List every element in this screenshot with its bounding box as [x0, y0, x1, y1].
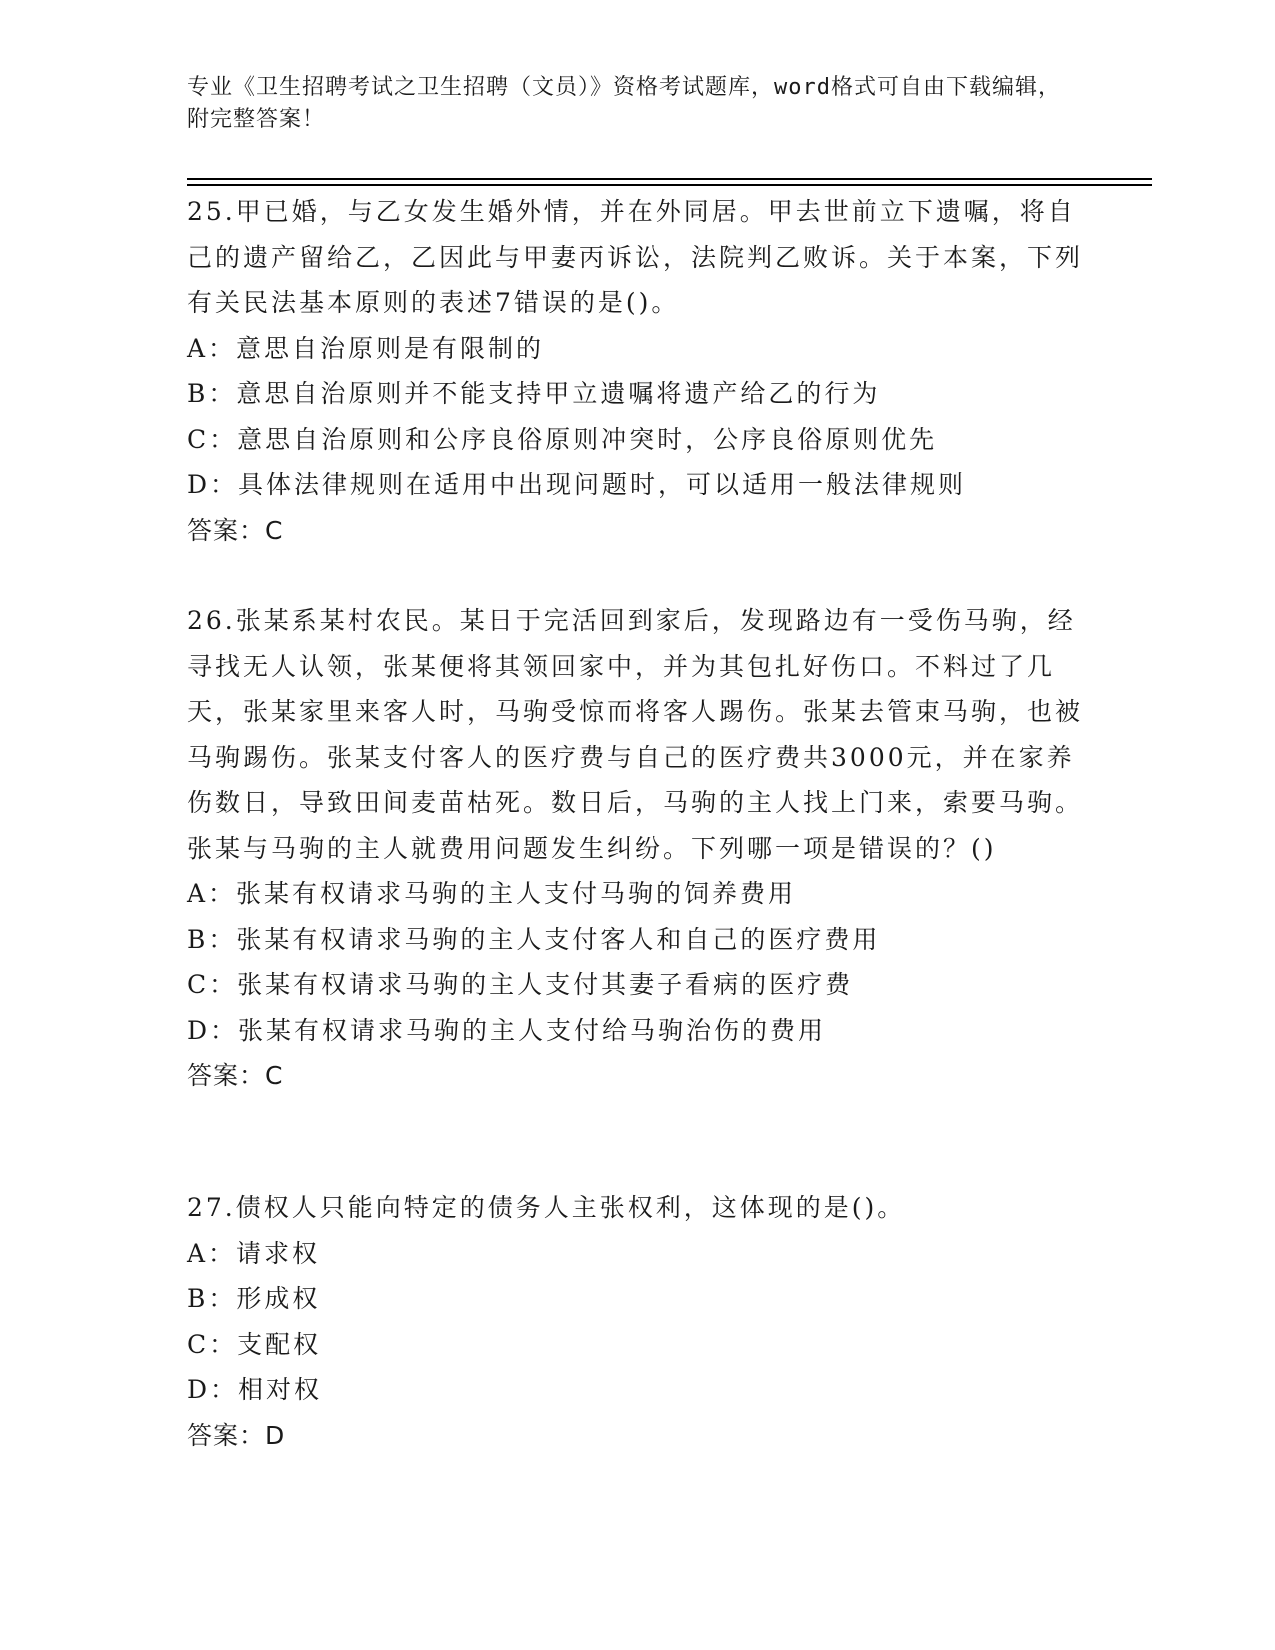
- option-a: A：张某有权请求马驹的主人支付马驹的饲养费用: [187, 879, 797, 908]
- question-27: [187, 1185, 1087, 1458]
- option-b: B：形成权: [187, 1284, 321, 1313]
- answer-label: 答案：C: [187, 1061, 284, 1090]
- option-c: C：支配权: [187, 1329, 322, 1359]
- option-a: A：请求权: [187, 1238, 321, 1268]
- option-b: B：意思自治原则并不能支持甲立遗嘱将遗产给乙的行为: [187, 379, 881, 408]
- question-stem: 27.债权人只能向特定的债务人主张权利，这体现的是()。: [187, 1193, 906, 1222]
- question-26: [187, 598, 1087, 1099]
- answer-label: 答案：D: [187, 1420, 286, 1450]
- option-c: C：意思自治原则和公序良俗原则冲突时，公序良俗原则优先: [187, 424, 938, 454]
- option-d: D：相对权: [187, 1375, 323, 1404]
- option-d: D：张某有权请求马驹的主人支付给马驹治伤的费用: [187, 1015, 827, 1045]
- header-divider-bottom: [187, 184, 1152, 186]
- question-stem: 25.甲已婚，与乙女发生婚外情，并在外同居。甲去世前立下遗嘱，将自己的遗产留给乙，乙因此与甲妻丙诉讼，法院判乙败诉。关于本案，下列有关民法基本原则的表述7错误的是()。: [187, 197, 1084, 317]
- question-stem: 26.张某系某村农民。某日于完活回到家后，发现路边有一受伤马驹，经寻找无人认领，张某便将其领回家中，并为其包扎好伤口。不料过了几天，张某家里来客人时，马驹受惊而将客人踢伤。张某去管束马驹，也被马驹踢伤。张某支付客人的医疗费与自己的医疗费共3000元，并在家养伤数日，导致田间麦苗枯死。数日后，马驹的主人找上门来，索要马驹。张某与马驹的主人就费用问题发生纠纷。下列哪一项是错误的？(): [187, 606, 1084, 863]
- document-header: 专业《卫生招聘考试之卫生招聘（文员）》资格考试题库，word格式可自由下载编辑，附完整答案！: [187, 75, 1061, 132]
- option-a: A：意思自治原则是有限制的: [187, 333, 545, 363]
- header-divider-top: [187, 178, 1152, 180]
- answer-label: 答案：C: [187, 515, 284, 545]
- option-b: B：张某有权请求马驹的主人支付客人和自己的医疗费用: [187, 924, 881, 954]
- option-d: D：具体法律规则在适用中出现问题时，可以适用一般法律规则: [187, 470, 967, 499]
- option-c: C：张某有权请求马驹的主人支付其妻子看病的医疗费: [187, 970, 854, 999]
- question-25: [187, 189, 1087, 553]
